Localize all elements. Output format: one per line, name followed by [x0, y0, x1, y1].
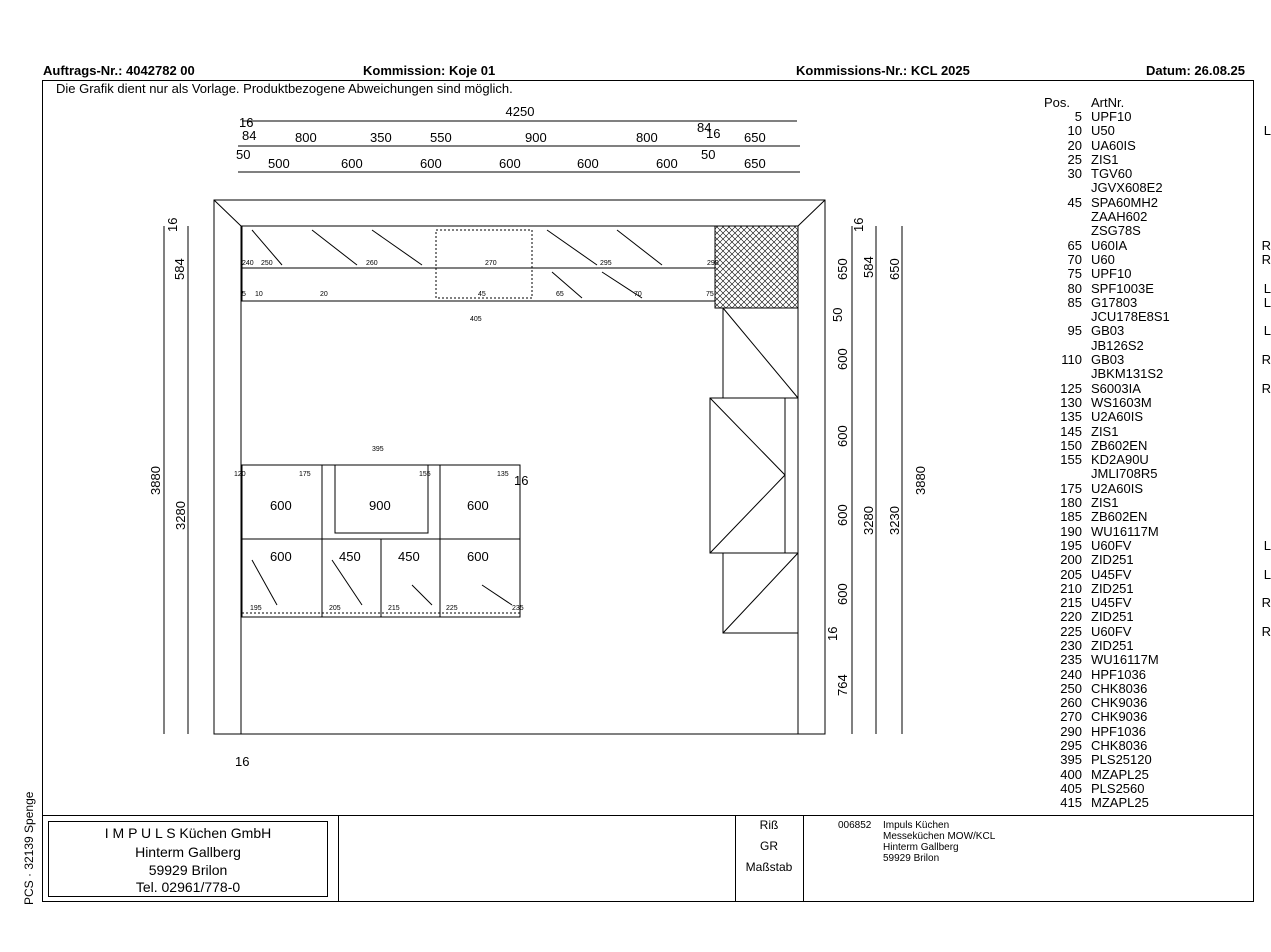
position-pos: 250 — [1060, 680, 1082, 696]
position-art: UPF10 — [1091, 266, 1132, 282]
customer-line: Impuls Küchen — [883, 820, 950, 831]
position-side — [1231, 110, 1271, 124]
position-art: TGV60 — [1091, 166, 1133, 182]
position-art: WU16117M — [1091, 523, 1159, 539]
position-side: R — [1261, 352, 1271, 368]
dim-top-6: 900 — [525, 130, 547, 145]
dim-top-7: 800 — [636, 130, 658, 145]
position-row — [1040, 796, 1271, 810]
dim-right-8: 600 — [835, 504, 850, 526]
dim-right-11: 764 — [835, 674, 850, 696]
pos-label: 175 — [299, 471, 311, 478]
position-row — [1040, 625, 1271, 639]
dim-top-1: 16 — [239, 115, 254, 130]
position-side: L — [1263, 123, 1271, 139]
position-side — [1231, 467, 1271, 481]
company-street: Hinterm Gallberg — [135, 844, 241, 860]
dim-total-width: 4250 — [505, 104, 535, 119]
dim-top-10: 650 — [744, 130, 766, 145]
pos-label: 65 — [556, 291, 564, 298]
position-row — [1040, 110, 1271, 124]
position-pos: 20 — [1067, 137, 1082, 153]
dim-left-1: 16 — [165, 217, 180, 232]
dim-right-9: 600 — [835, 583, 850, 605]
pos-label: 195 — [250, 605, 262, 612]
island-dim-5: 450 — [339, 549, 361, 564]
positions-header-art: ArtNr. — [1091, 95, 1125, 110]
position-art: SPA60MH2 — [1091, 194, 1158, 210]
pos-label: 5 — [242, 291, 246, 298]
position-side: L — [1263, 323, 1271, 339]
position-pos: 135 — [1060, 409, 1082, 425]
island-dim-1: 600 — [270, 498, 292, 513]
position-pos: 295 — [1060, 738, 1082, 754]
island-dim-7: 600 — [467, 549, 489, 564]
position-row — [1040, 425, 1271, 439]
dim-mid-7: 600 — [656, 156, 678, 171]
position-pos: 205 — [1060, 566, 1082, 582]
position-side — [1231, 410, 1271, 424]
position-side — [1231, 496, 1271, 510]
dim-left-4: 3280 — [173, 501, 188, 530]
position-row — [1040, 710, 1271, 724]
date: Datum: 26.08.25 — [1146, 63, 1245, 78]
position-row — [1040, 267, 1271, 281]
position-row — [1040, 668, 1271, 682]
position-row — [1040, 596, 1271, 610]
divider — [338, 815, 339, 902]
position-row — [1040, 453, 1271, 467]
position-art: JGVX608E2 — [1091, 180, 1163, 196]
position-art: ZIS1 — [1091, 495, 1119, 511]
pos-label: 75 — [706, 291, 714, 298]
position-row — [1040, 467, 1271, 481]
corner-tall-unit — [715, 226, 798, 308]
position-pos: 130 — [1060, 394, 1082, 410]
position-pos: 395 — [1060, 752, 1082, 768]
customer-line: Messeküchen MOW/KCL — [883, 831, 996, 842]
position-row — [1040, 167, 1271, 181]
position-art: U60FV — [1091, 623, 1132, 639]
position-art: GB03 — [1091, 323, 1125, 339]
position-row — [1040, 382, 1271, 396]
pos-label: 295 — [600, 260, 612, 267]
dim-mid-1: 50 — [236, 147, 251, 162]
position-art: U45FV — [1091, 595, 1132, 611]
position-pos: 65 — [1067, 237, 1082, 253]
position-pos: 155 — [1060, 452, 1082, 468]
position-art: ZSG78S — [1091, 223, 1141, 239]
position-pos: 110 — [1061, 352, 1082, 368]
customer-number: 006852 — [838, 820, 872, 831]
position-pos: 290 — [1060, 723, 1082, 739]
position-pos: 25 — [1067, 151, 1082, 167]
position-side — [1231, 682, 1271, 696]
position-row — [1040, 610, 1271, 624]
pos-label: 270 — [485, 260, 497, 267]
position-art: CHK8036 — [1091, 680, 1148, 696]
position-row — [1040, 439, 1271, 453]
position-side — [1231, 367, 1271, 381]
customer-line: 59929 Brilon — [883, 853, 940, 864]
dim-mid-3: 600 — [341, 156, 363, 171]
position-row — [1040, 196, 1271, 210]
dim-right-7: 600 — [835, 425, 850, 447]
pos-label: 10 — [255, 291, 263, 298]
position-art: CHK9036 — [1091, 695, 1148, 711]
pos-label: 235 — [512, 605, 524, 612]
position-side: R — [1261, 251, 1271, 267]
position-pos: 180 — [1060, 495, 1082, 511]
position-row — [1040, 239, 1271, 253]
company-city: 59929 Brilon — [148, 862, 228, 878]
island-dim-6: 450 — [398, 549, 420, 564]
position-art: U2A60IS — [1091, 409, 1144, 425]
dim-right-5: 50 — [830, 307, 845, 322]
position-pos: 400 — [1060, 766, 1082, 782]
pos-label: 240 — [242, 260, 254, 267]
dim-top-2: 84 — [242, 128, 257, 143]
position-row — [1040, 396, 1271, 410]
island-dim-3: 600 — [467, 498, 489, 513]
position-side: L — [1263, 537, 1271, 553]
company-phone: Tel. 02961/778-0 — [135, 879, 241, 895]
position-row — [1040, 296, 1271, 310]
position-art: ZIS1 — [1091, 151, 1119, 167]
position-row — [1040, 753, 1271, 767]
position-pos: 80 — [1067, 280, 1082, 296]
position-pos: 230 — [1060, 637, 1082, 653]
position-side — [1231, 310, 1271, 324]
dim-top-8: 84 — [697, 120, 712, 135]
dim-mid-5: 600 — [499, 156, 521, 171]
position-row — [1040, 639, 1271, 653]
pos-label: 155 — [419, 471, 431, 478]
position-side — [1231, 153, 1271, 167]
dim-right-13: 3230 — [887, 506, 902, 535]
position-row — [1040, 496, 1271, 510]
position-pos — [1040, 367, 1082, 381]
position-row — [1040, 181, 1271, 195]
position-row — [1040, 768, 1271, 782]
position-pos: 195 — [1060, 537, 1082, 553]
dim-bottom: 16 — [235, 754, 250, 769]
position-pos: 30 — [1067, 166, 1082, 182]
position-side — [1231, 482, 1271, 496]
position-art: ZID251 — [1091, 580, 1134, 596]
position-side: R — [1261, 623, 1271, 639]
scale-label-riss: Riß — [759, 818, 779, 832]
position-pos — [1040, 467, 1082, 481]
sink — [436, 230, 532, 298]
position-row — [1040, 210, 1271, 224]
commission: Kommission: Koje 01 — [363, 63, 496, 78]
position-row — [1040, 739, 1271, 753]
position-side — [1231, 668, 1271, 682]
position-art: JMLI708R5 — [1091, 466, 1158, 482]
position-side: R — [1261, 237, 1271, 253]
position-art: SPF1003E — [1091, 280, 1154, 296]
position-side — [1231, 525, 1271, 539]
position-side — [1231, 396, 1271, 410]
position-side — [1231, 510, 1271, 524]
position-row — [1040, 525, 1271, 539]
dim-right-1: 16 — [851, 217, 866, 232]
positions-list — [1040, 110, 1271, 811]
pos-label: 250 — [261, 260, 273, 267]
position-side — [1231, 796, 1271, 810]
position-side — [1231, 167, 1271, 181]
position-row — [1040, 124, 1271, 138]
position-art: MZAPL25 — [1091, 766, 1149, 782]
position-art: CHK8036 — [1091, 738, 1148, 754]
position-art: CHK9036 — [1091, 709, 1148, 725]
position-art: MZAPL25 — [1091, 795, 1149, 811]
dim-mid-4: 600 — [420, 156, 442, 171]
position-row — [1040, 696, 1271, 710]
position-pos: 150 — [1060, 437, 1082, 453]
position-side — [1231, 553, 1271, 567]
position-row — [1040, 510, 1271, 524]
position-pos: 415 — [1060, 795, 1082, 811]
position-art: KD2A90U — [1091, 452, 1149, 468]
position-art: HPF1036 — [1091, 723, 1146, 739]
position-pos: 175 — [1060, 480, 1082, 496]
position-row — [1040, 224, 1271, 238]
position-side — [1231, 139, 1271, 153]
company-name: I M P U L S Küchen GmbH — [104, 825, 272, 841]
position-art: GB03 — [1091, 352, 1125, 368]
position-side — [1231, 782, 1271, 796]
position-side: L — [1263, 294, 1271, 310]
position-row — [1040, 539, 1271, 553]
position-art: ZID251 — [1091, 637, 1134, 653]
position-side: R — [1261, 380, 1271, 396]
position-pos — [1040, 181, 1082, 195]
position-side — [1231, 181, 1271, 195]
dim-top-5: 550 — [430, 130, 452, 145]
dim-right-2: 650 — [835, 258, 850, 280]
position-art: U60IA — [1091, 237, 1128, 253]
position-art: U60FV — [1091, 537, 1132, 553]
pos-label: 120 — [234, 471, 246, 478]
position-row — [1040, 653, 1271, 667]
pos-label: 395 — [372, 446, 384, 453]
position-row — [1040, 253, 1271, 267]
position-pos: 225 — [1060, 623, 1082, 639]
positions-header-pos: Pos. — [1044, 95, 1071, 110]
position-art: G17803 — [1091, 294, 1138, 310]
pos-label: 260 — [366, 260, 378, 267]
position-side — [1231, 768, 1271, 782]
position-art: ZIS1 — [1091, 423, 1119, 439]
dim-right-3: 584 — [861, 256, 876, 278]
dim-left-2: 584 — [172, 258, 187, 280]
position-row — [1040, 482, 1271, 496]
position-row — [1040, 725, 1271, 739]
dim-right-6: 600 — [835, 348, 850, 370]
position-row — [1040, 782, 1271, 796]
position-art: WU16117M — [1091, 652, 1159, 668]
dim-left-3: 3880 — [148, 466, 163, 495]
position-pos: 75 — [1067, 266, 1082, 282]
position-pos: 85 — [1067, 294, 1082, 310]
position-row — [1040, 682, 1271, 696]
dim-right-12: 3280 — [861, 506, 876, 535]
position-pos: 405 — [1060, 780, 1082, 796]
position-side — [1231, 210, 1271, 224]
position-row — [1040, 139, 1271, 153]
customer-line: Hinterm Gallberg — [883, 842, 959, 853]
position-art: JB126S2 — [1091, 337, 1144, 353]
order-number: Auftrags-Nr.: 4042782 00 — [43, 63, 195, 78]
position-side — [1231, 267, 1271, 281]
position-side — [1231, 610, 1271, 624]
pos-label: 205 — [329, 605, 341, 612]
position-pos: 190 — [1060, 523, 1082, 539]
position-row — [1040, 282, 1271, 296]
dim-right-10: 16 — [825, 626, 840, 641]
position-side — [1231, 710, 1271, 724]
position-side — [1231, 639, 1271, 653]
position-row — [1040, 353, 1271, 367]
position-art: U50 — [1091, 123, 1115, 139]
position-art: PLS2560 — [1091, 780, 1145, 796]
dim-mid-2: 500 — [268, 156, 290, 171]
disclaimer-note: Die Grafik dient nur als Vorlage. Produktbezogene Abweichungen sind möglich. — [56, 81, 513, 96]
pos-label: 290 — [707, 260, 719, 267]
position-pos: 185 — [1060, 509, 1082, 525]
position-pos: 270 — [1060, 709, 1082, 725]
position-side — [1231, 339, 1271, 353]
position-side — [1231, 425, 1271, 439]
position-art: U2A60IS — [1091, 480, 1144, 496]
pos-label: 20 — [320, 291, 328, 298]
position-side — [1231, 753, 1271, 767]
position-side — [1231, 439, 1271, 453]
position-side: R — [1261, 595, 1271, 611]
position-pos — [1040, 224, 1082, 238]
right-cabinet-2 — [710, 398, 785, 553]
position-art: WS1603M — [1091, 394, 1152, 410]
pos-label: 70 — [634, 291, 642, 298]
position-art: JBKM131S2 — [1091, 366, 1164, 382]
position-art: HPF1036 — [1091, 666, 1146, 682]
position-row — [1040, 582, 1271, 596]
position-row — [1040, 324, 1271, 338]
dim-right-4: 650 — [887, 258, 902, 280]
pos-label: 45 — [478, 291, 486, 298]
pos-label: 225 — [446, 605, 458, 612]
pos-label: 135 — [497, 471, 509, 478]
position-art: UA60IS — [1091, 137, 1136, 153]
pos-label: 215 — [388, 605, 400, 612]
dim-top-9: 16 — [706, 126, 721, 141]
divider — [803, 815, 804, 902]
position-art: S6003IA — [1091, 380, 1141, 396]
position-row — [1040, 310, 1271, 324]
position-pos — [1040, 210, 1082, 224]
position-side — [1231, 582, 1271, 596]
position-pos: 235 — [1060, 652, 1082, 668]
position-art: ZB602EN — [1091, 509, 1148, 525]
position-row — [1040, 568, 1271, 582]
scale-label-gr: GR — [760, 839, 778, 853]
position-side: L — [1263, 280, 1271, 296]
position-side — [1231, 196, 1271, 210]
position-pos: 215 — [1060, 595, 1082, 611]
island-dim-side: 16 — [514, 473, 529, 488]
side-imprint: PCS · 32139 Spenge — [22, 791, 36, 905]
dim-top-3: 800 — [295, 130, 317, 145]
pos-label: 405 — [470, 316, 482, 323]
position-art: U60 — [1091, 251, 1115, 267]
position-row — [1040, 553, 1271, 567]
kitchen-floor-plan — [42, 80, 1032, 815]
position-side — [1231, 739, 1271, 753]
position-side — [1231, 453, 1271, 467]
position-pos — [1040, 310, 1082, 324]
position-side — [1231, 696, 1271, 710]
company-box — [48, 821, 328, 897]
position-pos: 45 — [1067, 194, 1082, 210]
position-art: ZID251 — [1091, 609, 1134, 625]
position-pos: 220 — [1060, 609, 1082, 625]
position-art: PLS25120 — [1091, 752, 1152, 768]
position-pos: 260 — [1060, 695, 1082, 711]
scale-column — [735, 815, 803, 878]
position-pos: 145 — [1060, 423, 1082, 439]
position-side — [1231, 725, 1271, 739]
position-pos: 10 — [1067, 123, 1082, 139]
position-art: UPF10 — [1091, 109, 1132, 124]
position-art: ZAAH602 — [1091, 209, 1148, 225]
position-side: L — [1263, 566, 1271, 582]
position-pos: 95 — [1067, 323, 1082, 339]
dim-mid-6: 600 — [577, 156, 599, 171]
dim-right-14: 3880 — [913, 466, 928, 495]
position-art: U45FV — [1091, 566, 1132, 582]
position-row — [1040, 410, 1271, 424]
position-art: ZB602EN — [1091, 437, 1148, 453]
position-pos: 210 — [1060, 580, 1082, 596]
position-pos: 125 — [1060, 380, 1082, 396]
position-art: JCU178E8S1 — [1091, 309, 1170, 325]
island-dim-4: 600 — [270, 549, 292, 564]
position-row — [1040, 339, 1271, 353]
scale-label-massstab: Maßstab — [745, 860, 793, 874]
position-row — [1040, 153, 1271, 167]
dim-mid-9: 650 — [744, 156, 766, 171]
position-pos: 70 — [1067, 251, 1082, 267]
position-pos: 200 — [1060, 552, 1082, 568]
dim-top-4: 350 — [370, 130, 392, 145]
position-pos: 240 — [1060, 666, 1082, 682]
wall-cabinet-run — [242, 226, 715, 268]
position-side — [1231, 653, 1271, 667]
island-dim-2: 900 — [369, 498, 391, 513]
position-pos: 5 — [1074, 109, 1082, 124]
commission-number: Kommissions-Nr.: KCL 2025 — [796, 63, 970, 78]
dim-mid-8: 50 — [701, 147, 716, 162]
position-side — [1231, 224, 1271, 238]
position-art: ZID251 — [1091, 552, 1134, 568]
position-pos — [1040, 339, 1082, 353]
position-row — [1040, 367, 1271, 381]
